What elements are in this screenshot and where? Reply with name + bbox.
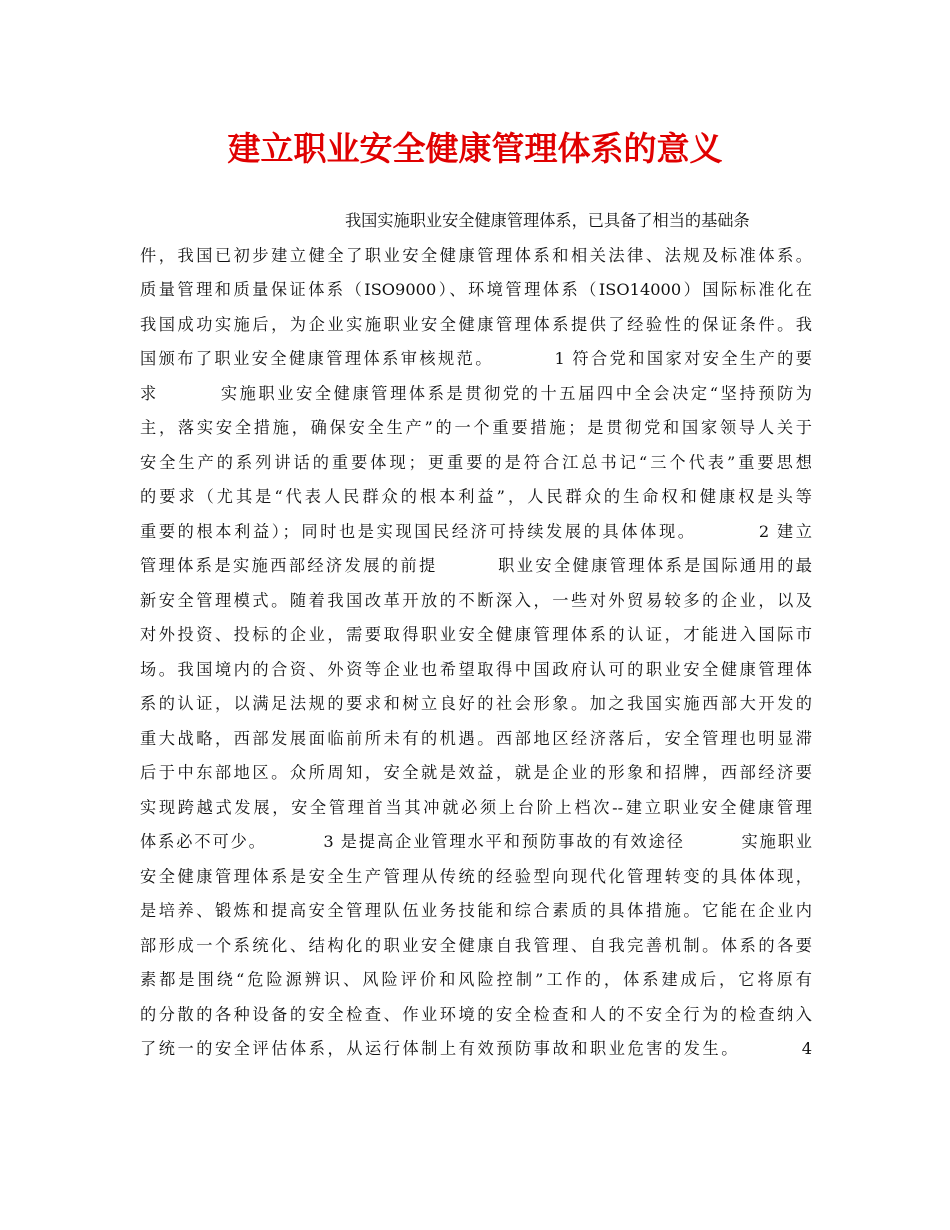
body-line: 管理体系是实施西部经济发展的前提 职业安全健康管理体系是国际通用的最 — [140, 556, 812, 575]
body-line: 是培养、锻炼和提高安全管理队伍业务技能和综合素质的具体措施。它能在企业内 — [140, 901, 812, 920]
body-line: 了统一的安全评估体系，从运行体制上有效预防事故和职业危害的发生。 4 — [140, 1039, 812, 1058]
body-line: 我国实施职业安全健康管理体系，已具备了相当的基础条 — [345, 211, 750, 230]
body-line: 对外投资、投标的企业，需要取得职业安全健康管理体系的认证，才能进入国际市 — [140, 625, 812, 644]
body-line: 实现跨越式发展，安全管理首当其冲就必须上台阶上档次--建立职业安全健康管理 — [140, 797, 812, 817]
body-line: 场。我国境内的合资、外资等企业也希望取得中国政府认可的职业安全健康管理体 — [140, 659, 812, 679]
body-line: 求 实施职业安全健康管理体系是贯彻党的十五届四中全会决定“坚持预防为 — [140, 383, 812, 403]
body-line: 安全生产的系列讲话的重要体现；更重要的是符合江总书记“三个代表”重要思想 — [140, 452, 812, 472]
body-line: 重要的根本利益）；同时也是实现国民经济可持续发展的具体体现。 2 建立 — [140, 521, 812, 541]
body-line: 素都是围绕“危险源辨识、风险评价和风险控制”工作的，体系建成后，它将原有 — [140, 970, 812, 989]
body-line: 重大战略，西部发展面临前所未有的机遇。西部地区经济落后，安全管理也明显滞 — [140, 728, 812, 748]
body-line: 体系必不可少。 3 是提高企业管理水平和预防事故的有效途径 实施职业 — [140, 832, 812, 851]
body-line: 国颁布了职业安全健康管理体系审核规范。 1 符合党和国家对安全生产的要 — [140, 349, 812, 368]
body-line: 的要求（尤其是“代表人民群众的根本利益”，人民群众的生命权和健康权是头等 — [140, 487, 812, 506]
document-body — [140, 204, 812, 1067]
body-line: 主，落实安全措施，确保安全生产”的一个重要措施；是贯彻党和国家领导人关于 — [140, 418, 812, 437]
body-line: 安全健康管理体系是安全生产管理从传统的经验型向现代化管理转变的具体体现， — [140, 866, 812, 886]
body-line: 质量管理和质量保证体系（ISO9000）、环境管理体系（ISO14000）国际标准化在 — [140, 280, 812, 299]
body-line: 件，我国已初步建立健全了职业安全健康管理体系和相关法律、法规及标准体系。 — [140, 245, 812, 265]
document-title: 建立职业安全健康管理体系的意义 — [227, 129, 723, 168]
body-line: 新安全管理模式。随着我国改革开放的不断深入，一些对外贸易较多的企业，以及 — [140, 590, 812, 610]
body-line: 部形成一个系统化、结构化的职业安全健康自我管理、自我完善机制。体系的各要 — [140, 935, 812, 955]
body-line: 系的认证，以满足法规的要求和树立良好的社会形象。加之我国实施西部大开发的 — [140, 694, 812, 713]
body-line: 后于中东部地区。众所周知，安全就是效益，就是企业的形象和招牌，西部经济要 — [140, 763, 812, 782]
body-line: 我国成功实施后，为企业实施职业安全健康管理体系提供了经验性的保证条件。我 — [140, 314, 812, 334]
body-line: 的分散的各种设备的安全检查、作业环境的安全检查和人的不安全行为的检查纳入 — [140, 1004, 812, 1024]
